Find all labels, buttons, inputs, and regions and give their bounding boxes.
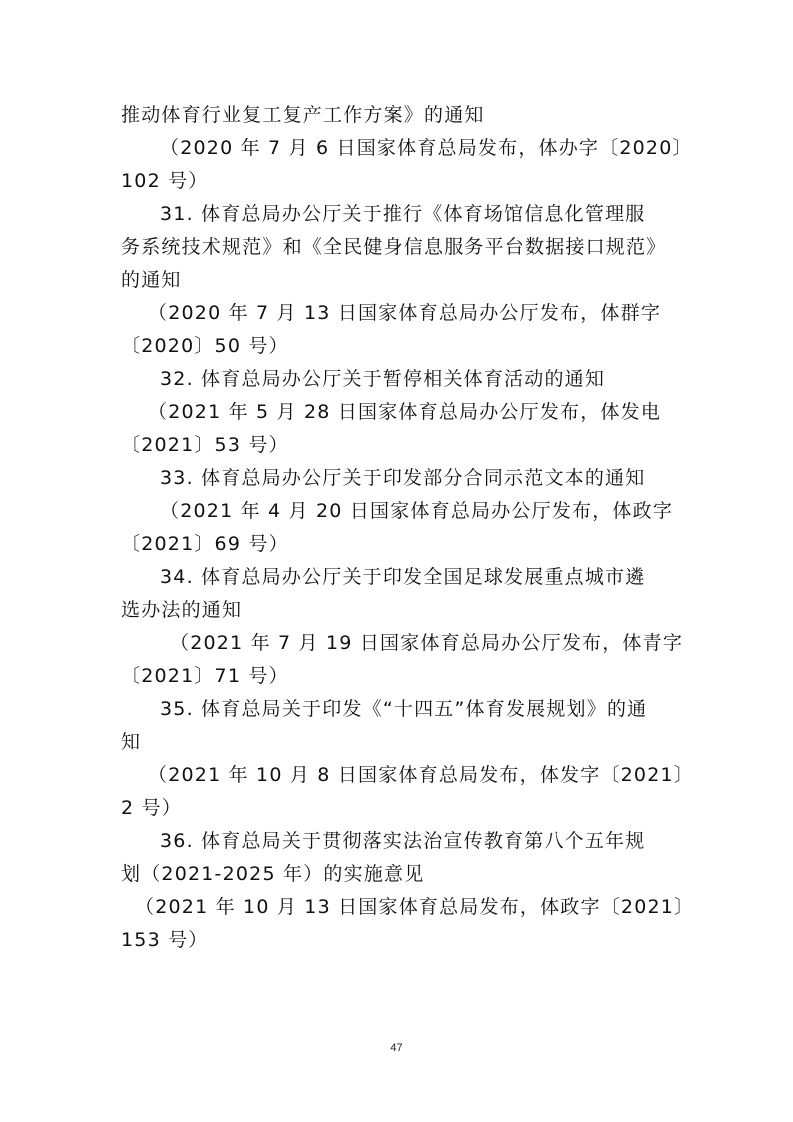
text-line: 推动体育行业复工复产工作方案》的通知 [121, 104, 485, 126]
text-line: 〔2021〕71 号） [121, 665, 289, 687]
text-line: 32. 体育总局办公厅关于暂停相关体育活动的通知 [160, 368, 606, 390]
text-line: 33. 体育总局办公厅关于印发部分合同示范文本的通知 [160, 467, 646, 489]
text-line: 〔2021〕69 号） [121, 533, 289, 555]
text-line: （2021 年 4 月 20 日国家体育总局办公厅发布，体政字 [160, 500, 674, 522]
text-line: （2021 年 10 月 8 日国家体育总局发布，体发字〔2021〕 [148, 764, 694, 786]
text-line: （2020 年 7 月 13 日国家体育总局办公厅发布，体群字 [148, 302, 662, 324]
page-number: 47 [390, 1042, 403, 1054]
text-line: 153 号） [121, 929, 209, 951]
text-line: 划（2021-2025 年）的实施意见 [121, 863, 425, 885]
text-line: 务系统技术规范》和《全民健身信息服务平台数据接口规范》 [121, 236, 667, 258]
text-line: 2 号） [121, 797, 182, 819]
text-line: 36. 体育总局关于贯彻落实法治宣传教育第八个五年规 [160, 830, 646, 852]
text-line: 〔2020〕50 号） [121, 335, 289, 357]
text-line: 〔2021〕53 号） [121, 434, 289, 456]
text-line: 34. 体育总局办公厅关于印发全国足球发展重点城市遴 [160, 566, 646, 588]
text-line: （2021 年 10 月 13 日国家体育总局发布，体政字〔2021〕 [135, 896, 695, 918]
text-line: 知 [121, 731, 142, 753]
text-line: 的通知 [121, 269, 182, 291]
text-line: （2021 年 5 月 28 日国家体育总局办公厅发布，体发电 [148, 401, 662, 423]
text-line: 35. 体育总局关于印发《“十四五”体育发展规划》的通 [160, 698, 648, 720]
text-line: 102 号） [121, 170, 209, 192]
text-line: 选办法的通知 [121, 599, 243, 621]
text-line: （2021 年 7 月 19 日国家体育总局办公厅发布，体青字 [170, 632, 684, 654]
text-line: 31. 体育总局办公厅关于推行《体育场馆信息化管理服 [160, 203, 646, 225]
text-line: （2020 年 7 月 6 日国家体育总局发布，体办字〔2020〕 [160, 137, 693, 159]
